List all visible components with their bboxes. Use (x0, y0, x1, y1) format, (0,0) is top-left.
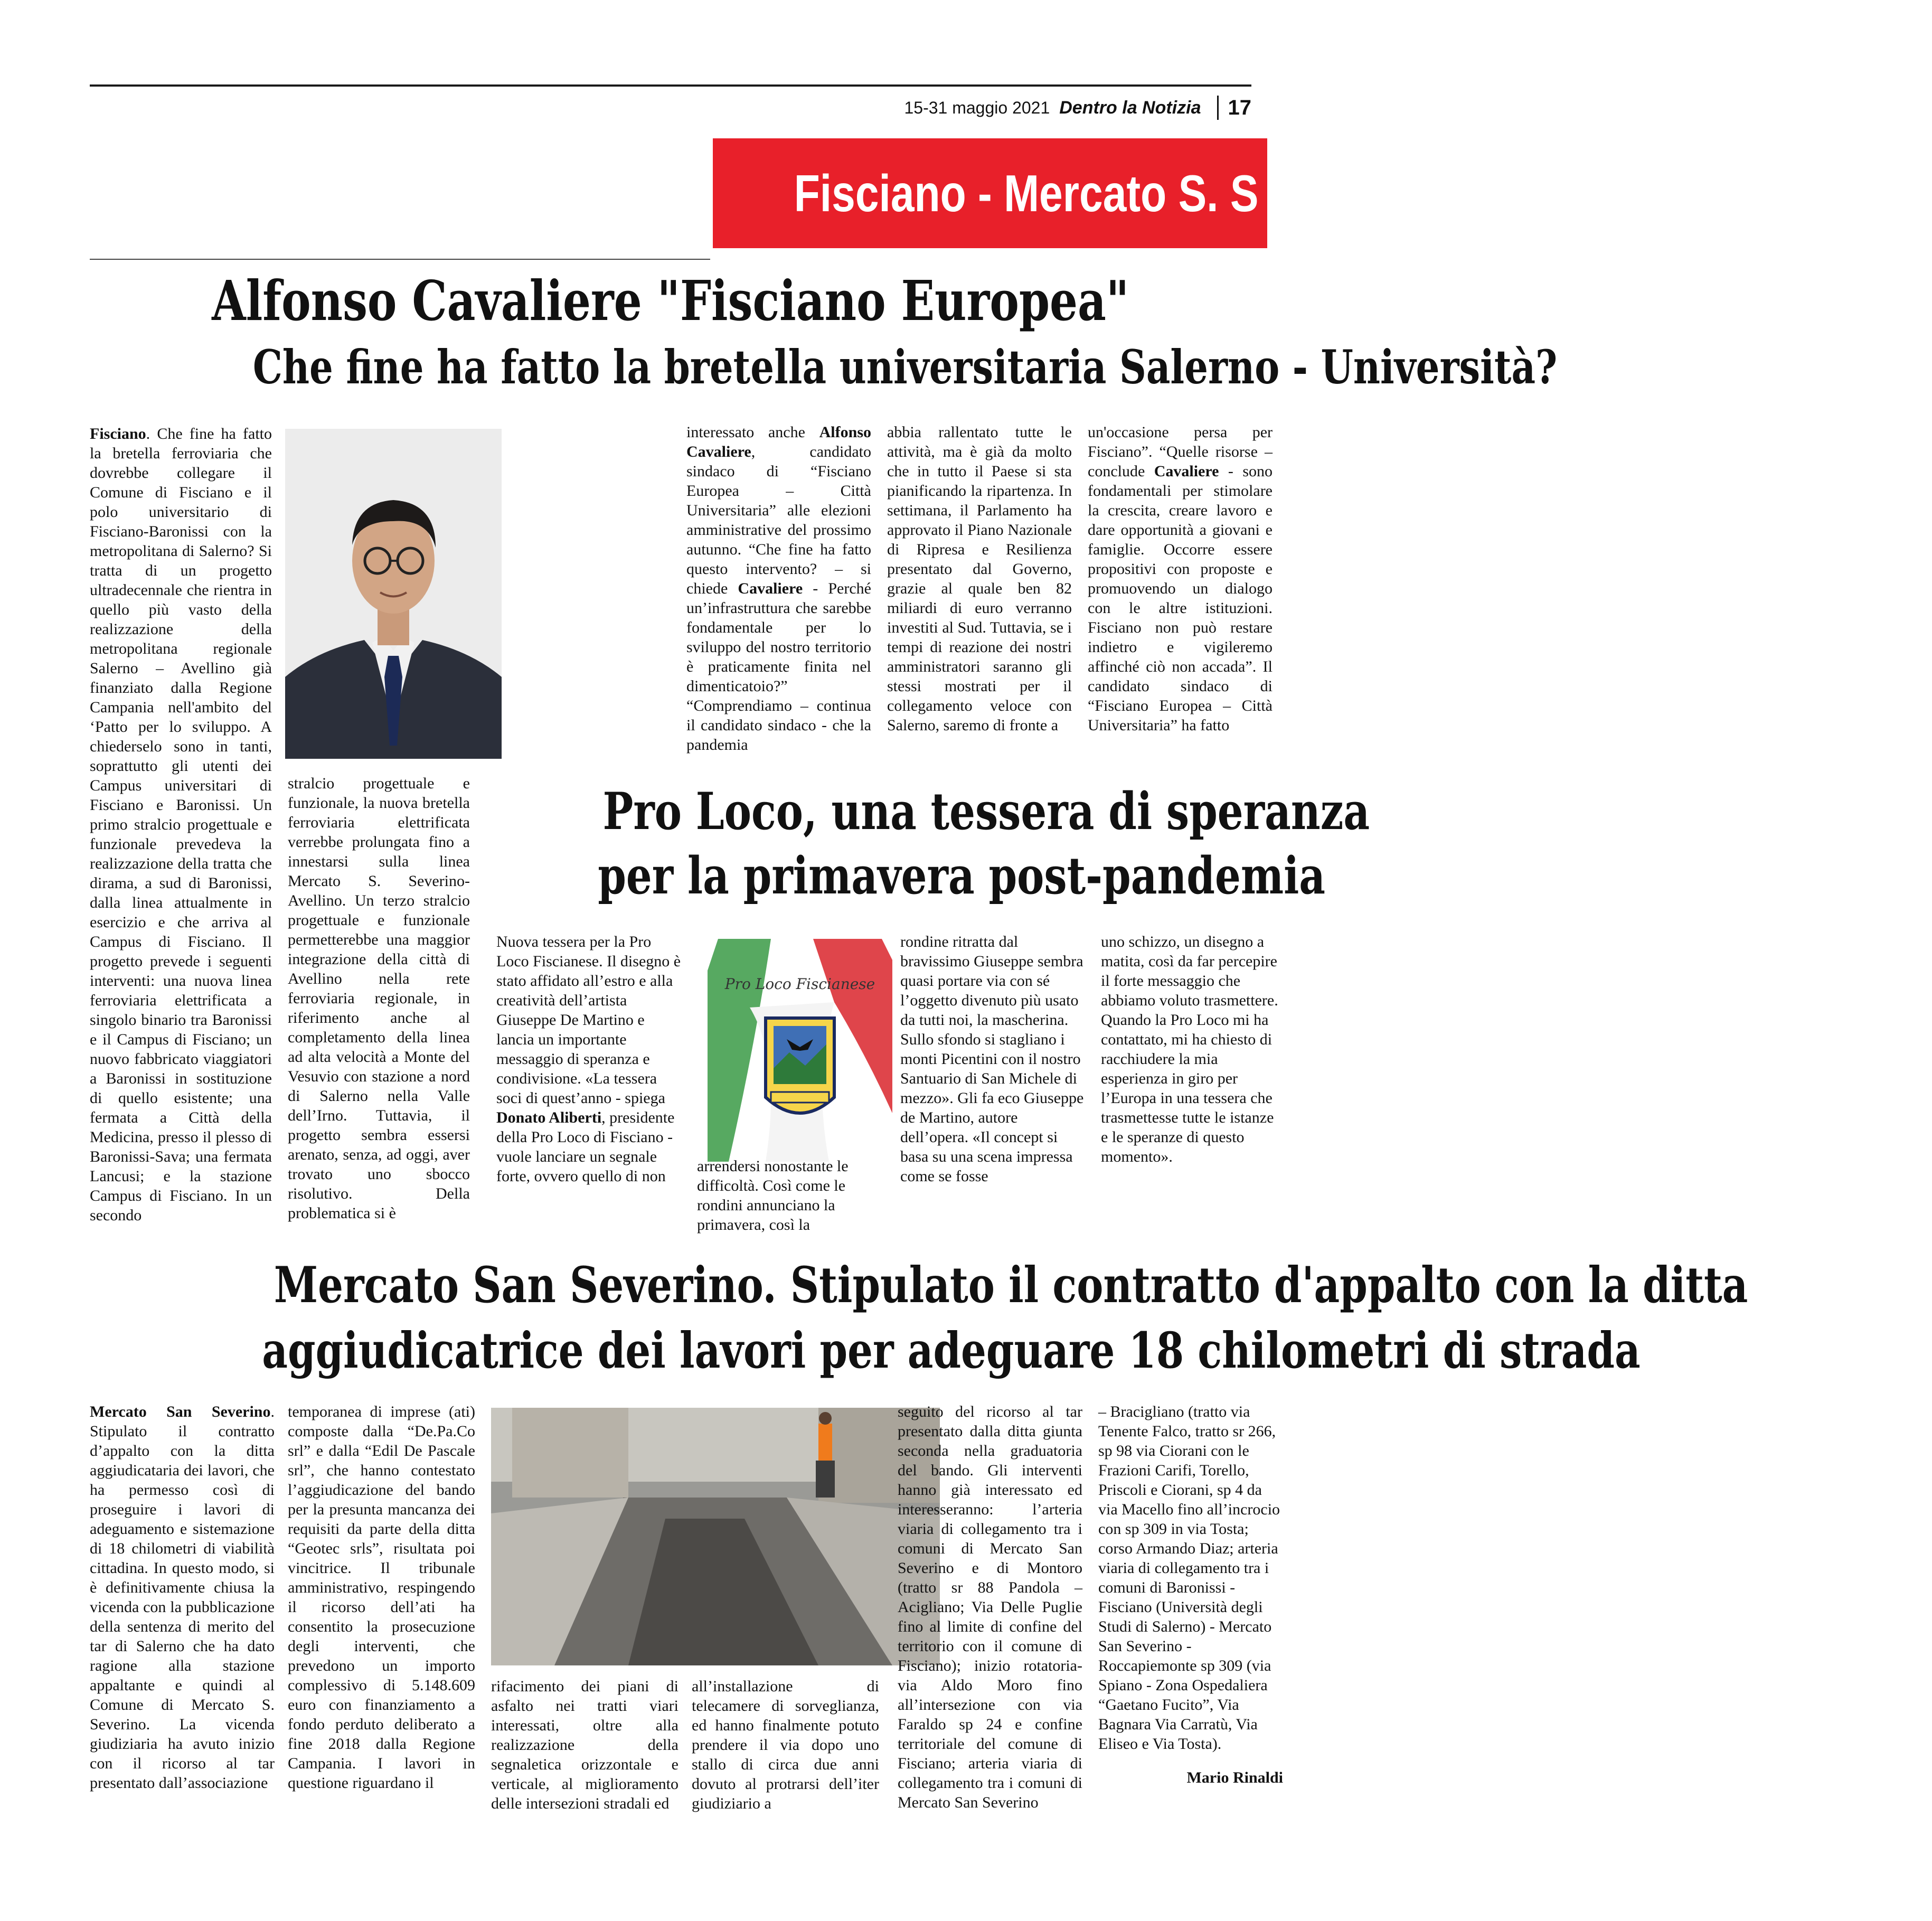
article1-subtitle: Che fine ha fatto la bretella universitaria Salerno - Università? (252, 340, 1558, 394)
section-title: Fisciano - Mercato S. S (794, 164, 1259, 222)
street-works-photo (491, 1408, 940, 1665)
issue-date: 15-31 maggio 2021 (904, 98, 1050, 117)
folio-separator (1217, 96, 1219, 120)
article3-byline: Mario Rinaldi (1186, 1769, 1283, 1786)
article2-column-2: arrendersi nonostante le difficoltà. Così come le rondini annunciano la primavera, così la (697, 1157, 849, 1233)
portrait-photo (285, 429, 502, 759)
article3-title-line-2: aggiudicatrice dei lavori per adeguare 18 chilometri di strada (262, 1322, 1641, 1380)
article2-column-4: uno schizzo, un disegno a matita, così da far percepire il forte messaggio che abbiamo voluto trasmettere. Quando la Pro Loco mi ha contattato, mi ha chiesto di racchiudere la mia esperienza in giro per l’Europa in una tessera che trasmettesse tutte le istanze e le speranze di questo momento». (1101, 933, 1278, 1165)
article1-column-5: un'occasione persa per Fisciano”. “Quelle risorse – conclude Cavaliere - sono fondamentali per stimolare la crescita, creare lavoro e dare opportunità a giovani e famiglie. Occorre essere propositivi con proposte e promuovendo un dialogo con le altre istituzioni. Fisciano non può restare indietro e vigileremo affinché ciò non accada”. Il candidato sindaco di “Fisciano Europea – Città Universitaria” ha fatto (1088, 423, 1273, 734)
article3-column-2: temporanea di imprese (ati) composte dalla “De.Pa.Co srl” e dalla “Edil De Pascale srl”, che hanno contestato l’aggiudicazione del bando per la presunta mancanza dei requisiti da parte della ditta “Geotec srls”, risultata poi vincitrice. Il tribunale amministrativo, respingendo il ricorso dell’ati ha consentito la prosecuzione degli interventi, che prevedono un importo complessivo di 5.148.609 euro con finanziamento a fondo perduto deliberato a fine 2018 dalla Regione Campania. I lavori in questione riguardano il (288, 1403, 475, 1792)
logo-lettering: Pro Loco Fiscianese (724, 975, 875, 993)
article3-lead: Mercato San Severino (90, 1403, 271, 1420)
article3-column-3: rifacimento dei piani di asfalto nei tratti viari interessati, oltre alla realizzazione della segnaletica orizzontale e verticale, al miglioramento delle intersezioni stradali ed (491, 1678, 678, 1812)
article3-column-6: – Bracigliano (tratto via Tenente Falco, tratto sr 266, sp 98 via Ciorani con le Frazioni Carifi, Torello, Priscoli e Ciorani, sp 4 da via Macello fino all’incrocio con sp 309 in via Tosta; corso Armando Diaz; arteria viaria di collegamento tra i comuni di Baronissi - Fisciano (Università degli Studi di Salerno) - Mercato San Severino - Roccapiemonte sp 309 (via Spiano - Zona Ospedaliera “Gaetano Fucito”, Via Bagnara Via Carratù, Via Eliseo e Via Tosta). (1098, 1403, 1280, 1753)
article1-column-1: Fisciano. Che fine ha fatto la bretella ferroviaria che dovrebbe collegare il Comune di Fisciano e il polo universitario di Fisciano-Baronissi con la metropolitana di Salerno? Si tratta di un progetto ultradecennale che rientra in quello più vasto della realizzazione della metropolitana regionale Salerno – Avellino già finanziato dalla Regione Campania nell'ambito del ‘Patto per lo sviluppo. A chiederselo sono in tanti, soprattutto gli utenti dei Campus universitari di Fisciano e Baronissi. Un primo stralcio progettuale e funzionale prevedeva la realizzazione della tratta che dirama, a sud di Baronissi, dalla linea attualmente in esercizio e che arriva al Campus di Fisciano. Il progetto prevede i seguenti interventi: una nuova linea ferroviaria elettrificata a singolo binario tra Baronissi e il Campus di Fisciano; un nuovo fabbricato viaggiatori a Baronissi in sostituzione di quello esistente; una fermata a Città della Medicina, presso il plesso di Baronissi-Sava; una fermata Lancusi; e la stazione Campus di Fisciano. In un secondo (90, 425, 272, 1224)
article1-column-4: abbia rallentato tutte le attività, ma è già da molto che in tutto il Paese si sta pianificando la ripartenza. In settimana, il Parlamento ha approvato il Piano Nazionale di Ripresa e Resilienza presentato dal Governo, grazie al quale ben 82 miliardi di euro verranno investiti al Sud. Tuttavia, se i tempi di reazione dei nostri amministratori saranno gli stessi mostrati per il collegamento veloce con Salerno, saremo di fronte a (887, 423, 1072, 734)
article1-column-3: interessato anche Alfonso Cavaliere, candidato sindaco di “Fisciano Europea – Città Universitaria” alle elezioni amministrative del prossimo autunno. “Che fine ha fatto questo intervento? – si chiede Cavaliere - Perché un’infrastruttura che sarebbe fondamentale per lo sviluppo del nostro territorio è praticamente finita nel dimenticatoio?” “Comprendiamo – continua il candidato sindaco - che la pandemia (686, 423, 871, 754)
section-rule (90, 259, 710, 260)
top-rule (90, 84, 1251, 87)
page-number: 17 (1228, 96, 1251, 119)
article3-title-line-1: Mercato San Severino. Stipulato il contratto d'appalto con la ditta (274, 1256, 1748, 1314)
article2-title-line-1: Pro Loco, una tessera di speranza (602, 781, 1370, 841)
article3-column-4: all’installazione di telecamere di sorveglianza, ed hanno finalmente potuto prendere il via dopo uno stallo di circa due anni dovuto al protrarsi dell’iter giudiziario a (692, 1678, 879, 1812)
page-folio (845, 93, 1251, 123)
article2-title-line-2: per la primavera post-pandemia (598, 846, 1326, 906)
article2-column-1: Nuova tessera per la Pro Loco Fiscianese. Il disegno è stato affidato all’estro e alla creatività dell’artista Giuseppe De Martino e lancia un importante messaggio di speranza e condivisione. «La tessera soci di quest’anno - spiega Donato Aliberti, presidente della Pro Loco di Fisciano - vuole lanciare un segnale forte, ovvero quello di non (496, 933, 681, 1185)
publication-name: Dentro la Notizia (1059, 97, 1201, 118)
article1-lead: Fisciano (90, 425, 146, 442)
pro-loco-logo (708, 939, 892, 1162)
article3-column-5: seguito del ricorso al tar presentato dalla ditta giunta seconda nella graduatoria del bando. Gli interventi hanno già interessato ed interesseranno: l’arteria viaria di collegamento tra i comuni di Mercato San Severino e di Montoro (tratto sr 88 Pandola – Acigliano; Via Delle Puglie fino al limite di confine del territorio con il comune di Fisciano); inizio rotatoria- via Aldo Moro fino all’intersezione con via Faraldo sp 24 e confine territoriale del comune di Fisciano; arteria viaria di collegamento tra i comuni di Mercato San Severino (898, 1403, 1082, 1811)
article1-title: Alfonso Cavaliere "Fisciano Europea" (212, 268, 1129, 333)
article2-column-3: rondine ritratta dal bravissimo Giuseppe sembra quasi portare via con sé l’oggetto divenuto più usato da tutti noi, la mascherina. Sullo sfondo si stagliano i monti Picentini con il nostro Santuario di San Michele di mezzo». Gli fa eco Giuseppe de Martino, autore dell’opera. «Il concept si basa su una scena impressa come se fosse (900, 933, 1084, 1185)
section-banner (713, 138, 1267, 248)
article3-column-1: Mercato San Severino. Stipulato il contratto d’appalto con la ditta aggiudicataria dei lavori, che ha permesso così di proseguire i lavori di adeguamento e sistemazione di 18 chilometri di viabilità cittadina. In questo modo, si è definitivamente chiusa la vicenda con la pubblicazione della sentenza di merito del tar di Salerno che ha dato ragione alla stazione appaltante e quindi al Comune di Mercato S. Severino. La vicenda giudiziaria ha avuto inizio con il ricorso al tar presentato dall’associazione (90, 1403, 275, 1792)
article1-column-2: stralcio progettuale e funzionale, la nuova bretella ferroviaria elettrificata verrebbe prolungata fino a innestarsi sulla linea Mercato S. Severino-Avellino. Un terzo stralcio progettuale e funzionale permetterebbe una maggior integrazione della città di Avellino nella rete ferroviaria regionale, in riferimento anche al completamento della linea ad alta velocità a Monte del Vesuvio con stazione a nord di Salerno nella Valle dell’Irno. Tuttavia, il progetto sembra essersi arenato, senza, ad oggi, aver trovato uno sbocco risolutivo. Della problematica si è (288, 775, 470, 1222)
